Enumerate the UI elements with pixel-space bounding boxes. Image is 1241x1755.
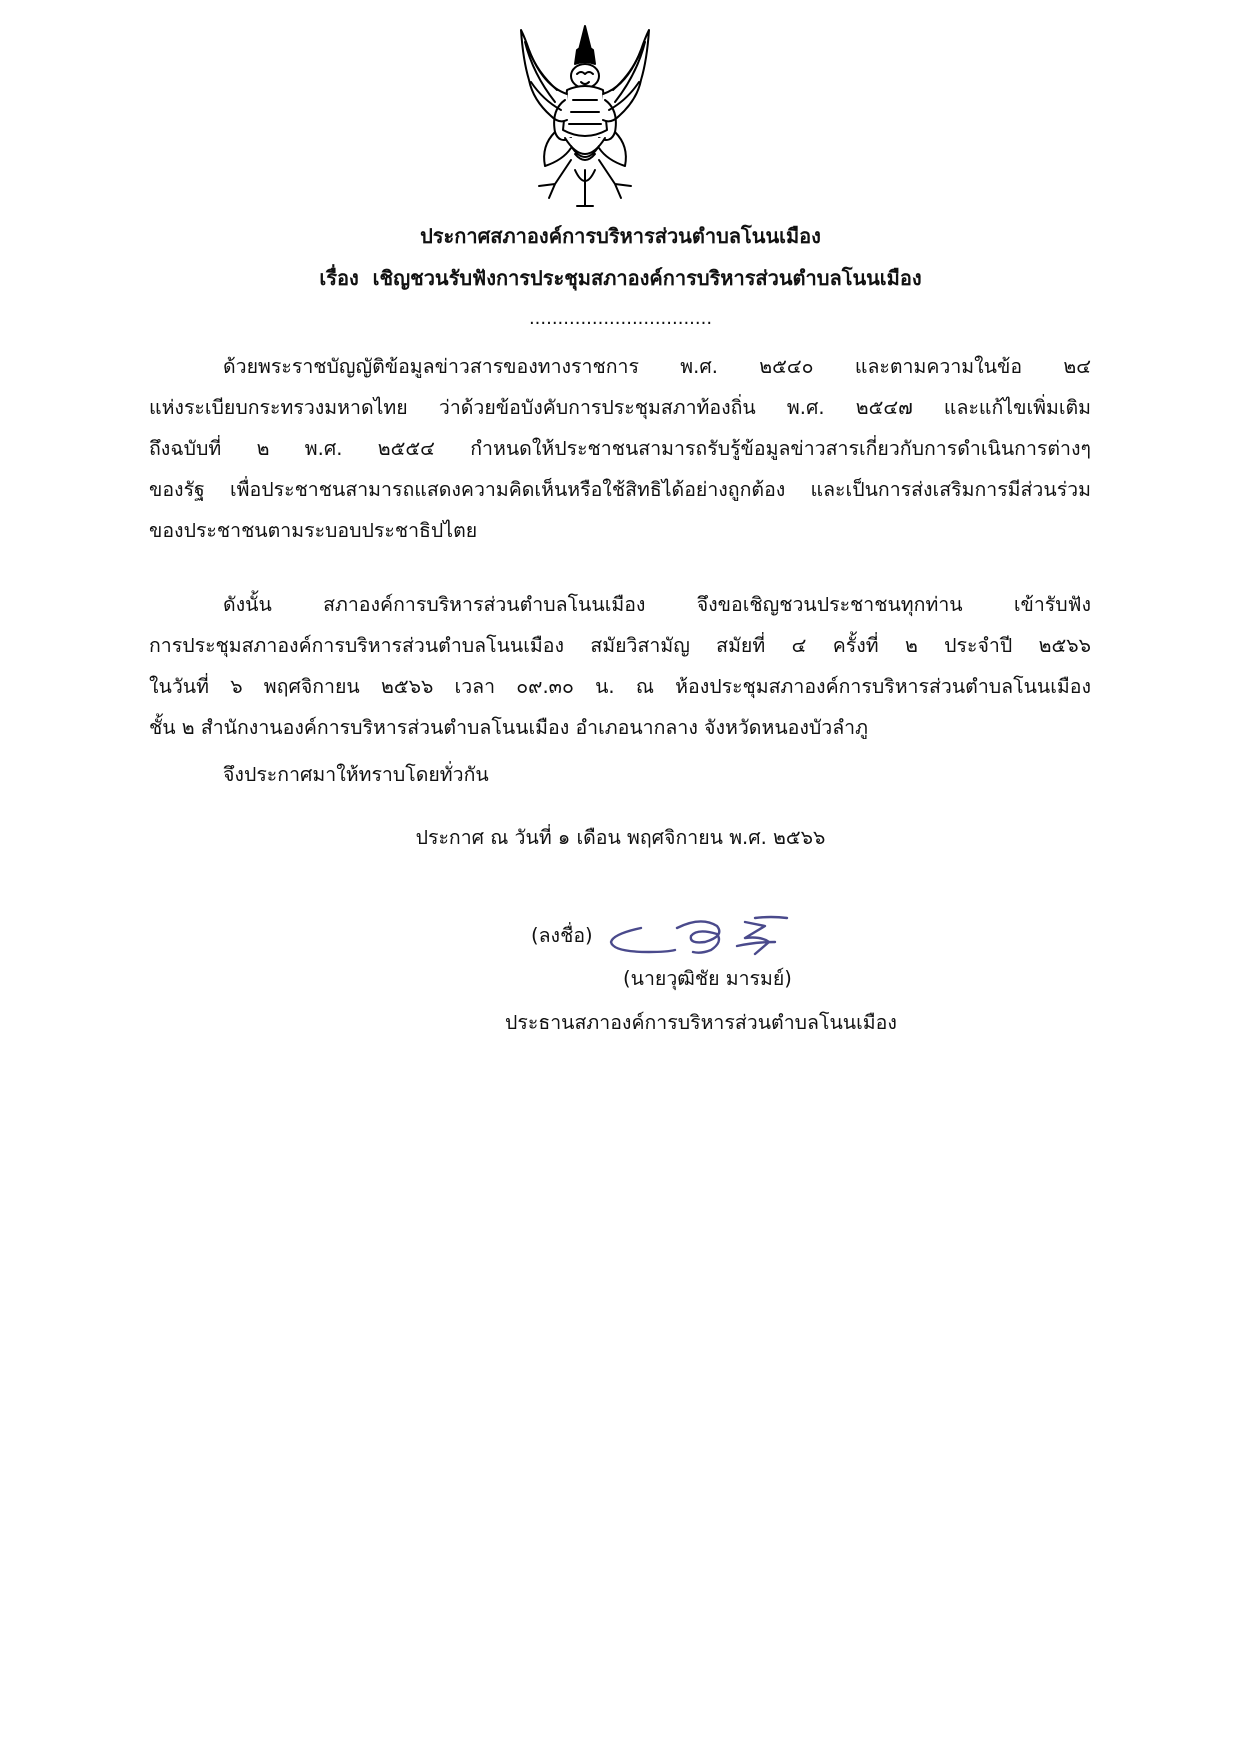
signed-label: (ลงชื่อ) — [531, 924, 593, 947]
paragraph-line: ชั้น ๒ สำนักงานองค์การบริหารส่วนตำบลโนนเมือง อำเภอนากลาง จังหวัดหนองบัวลำภู — [149, 716, 868, 739]
announcement-subject — [0, 262, 1241, 294]
paragraph-3: จึงประกาศมาให้ทราบโดยทั่วกัน — [223, 763, 489, 786]
paragraph-line: ของประชาชนตามระบอบประชาธิปไตย — [149, 519, 478, 542]
paragraph-line: ด้วยพระราชบัญญัติข้อมูลข่าวสารของทางราชการ พ.ศ. ๒๕๔๐ และตามความในข้อ ๒๔ — [223, 355, 1091, 378]
announcement-title: ประกาศสภาองค์การบริหารส่วนตำบลโนนเมือง — [420, 224, 821, 248]
handwritten-signature-icon — [605, 912, 820, 962]
paragraph-line: การประชุมสภาองค์การบริหารส่วนตำบลโนนเมือง สมัยวิสามัญ สมัยที่ ๔ ครั้งที่ ๒ ประจำปี ๒๕๖๖ — [149, 634, 1091, 657]
paragraph-line: ของรัฐ เพื่อประชาชนสามารถแสดงความคิดเห็นหรือใช้สิทธิได้อย่างถูกต้อง และเป็นการส่งเสริมการมีส่วนร่วม — [149, 478, 1091, 501]
signatory-name: (นายวุฒิชัย มารมย์) — [623, 967, 792, 990]
paragraph-1 — [149, 346, 1091, 551]
garuda-emblem-icon — [515, 20, 655, 212]
announcement-date: ประกาศ ณ วันที่ ๑ เดือน พฤศจิกายน พ.ศ. ๒๕๖๖ — [415, 826, 826, 849]
signatory-position: ประธานสภาองค์การบริหารส่วนตำบลโนนเมือง — [505, 1011, 897, 1034]
title-divider: ................................ — [528, 308, 713, 329]
paragraph-line: ถึงฉบับที่ ๒ พ.ศ. ๒๕๕๔ กำหนดให้ประชาชนสามารถรับรู้ข้อมูลข่าวสารเกี่ยวกับการดำเนินการต่างๆ — [149, 437, 1091, 460]
paragraph-line: ดังนั้น สภาองค์การบริหารส่วนตำบลโนนเมือง จึงขอเชิญชวนประชาชนทุกท่าน เข้ารับฟัง — [223, 593, 1091, 616]
subject-label: เรื่อง — [319, 266, 359, 290]
paragraph-line: แห่งระเบียบกระทรวงมหาดไทย ว่าด้วยข้อบังคับการประชุมสภาท้องถิ่น พ.ศ. ๒๕๔๗ และแก้ไขเพิ่มเติม — [149, 396, 1091, 419]
paragraph-line: ในวันที่ ๖ พฤศจิกายน ๒๕๖๖ เวลา ๐๙.๓๐ น. ณ ห้องประชุมสภาองค์การบริหารส่วนตำบลโนนเมือง — [149, 675, 1091, 698]
subject-text: เชิญชวนรับฟังการประชุมสภาองค์การบริหารส่วนตำบลโนนเมือง — [372, 266, 922, 290]
paragraph-2 — [149, 584, 1091, 748]
